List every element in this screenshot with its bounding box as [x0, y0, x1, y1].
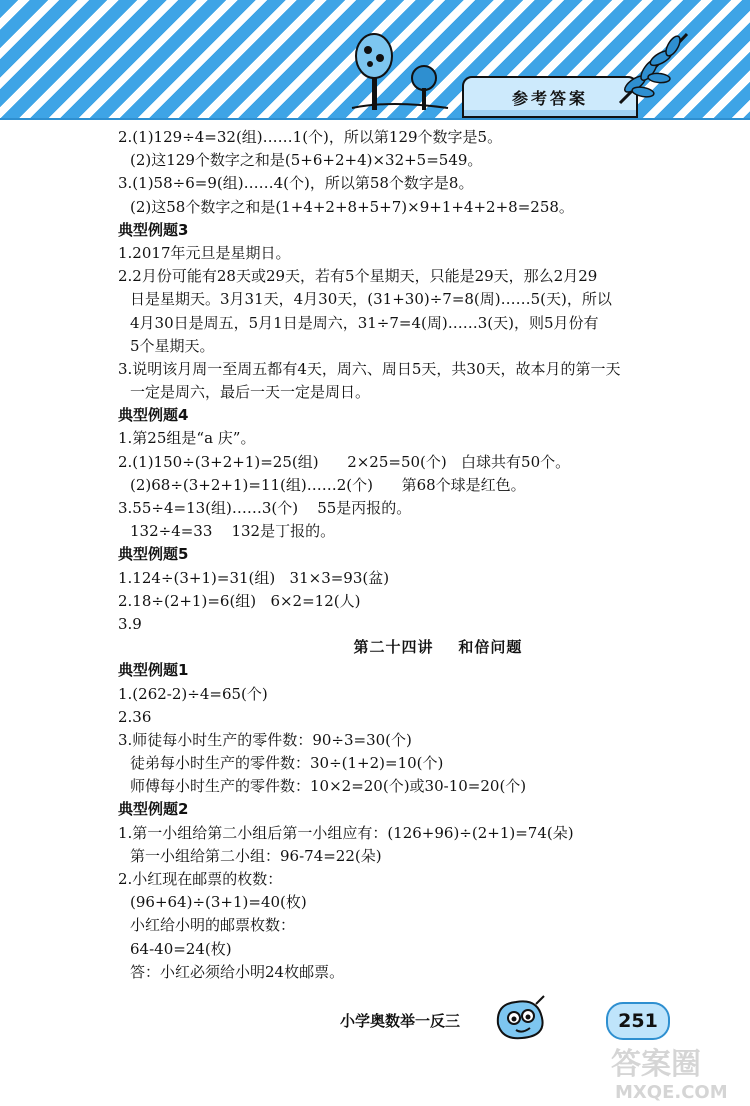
- answer-line: 师傅每小时生产的零件数：10×2=20(个)或30-10=20(个): [130, 777, 527, 796]
- answer-line: 答：小红必须给小明24枚邮票。: [130, 962, 345, 981]
- answer-line: 5个星期天。: [130, 336, 215, 355]
- answer-line: 3.师徒每小时生产的零件数：90÷3=30(个): [118, 730, 412, 749]
- answer-line: 64-40=24(枚): [130, 939, 232, 958]
- answer-line: 4月30日是周五，5月1日是周六，31÷7=4(周)……3(天)，则5月份有: [130, 313, 599, 332]
- answer-line: 1.第一小组给第二小组后第一小组应有：(126+96)÷(2+1)=74(朵): [118, 823, 574, 842]
- answer-line: 2.36: [118, 707, 152, 726]
- section-heading: 典型例题4: [118, 406, 189, 425]
- section-heading: 典型例题2: [118, 800, 189, 819]
- section-heading: 典型例题3: [118, 220, 189, 239]
- watermark-logo: [605, 1040, 745, 1102]
- answer-line: 徒弟每小时生产的零件数：30÷(1+2)=10(个): [130, 754, 444, 773]
- page-number: 251: [618, 1010, 658, 1032]
- answer-content: [118, 126, 698, 984]
- answer-line: 1.124÷(3+1)=31(组) 31×3=93(盆): [118, 568, 390, 587]
- answer-line: 1.第25组是“a 庆”。: [118, 429, 256, 448]
- answer-line: 2.2月份可能有28天或29天，若有5个星期天，只能是29天，那么2月29: [118, 267, 598, 286]
- answer-line: 一定是周六，最后一天一定是周日。: [130, 383, 371, 402]
- page-header: [0, 0, 750, 120]
- answer-line: 3.(1)58÷6=9(组)……4(个)，所以第58个数字是8。: [118, 174, 474, 193]
- watermark-line2: MXQE.COM: [615, 1082, 728, 1102]
- answer-line: 1.2017年元旦是星期日。: [118, 243, 291, 262]
- answer-line: 3.说明该月周一至周五都有4天，周六、周日5天，共30天，故本月的第一天: [118, 359, 621, 378]
- answer-line: 2.18÷(2+1)=6(组) 6×2=12(人): [118, 591, 361, 610]
- answer-line: (2)这58个数字之和是(1+4+2+8+5+7)×9+1+4+2+8=258。: [130, 197, 574, 216]
- mascot-icon: [492, 994, 550, 1042]
- answer-section-tab: [462, 76, 638, 118]
- tree-icon: [350, 30, 450, 110]
- answer-line: (2)68÷(3+2+1)=11(组)……2(个) 第68个球是红色。: [130, 475, 526, 494]
- answer-line: 132÷4=33 132是丁报的。: [130, 522, 336, 541]
- chapter-title: 第二十四讲 和倍问题: [353, 638, 523, 657]
- section-heading: 典型例题1: [118, 661, 189, 680]
- answer-line: 1.(262-2)÷4=65(个): [118, 684, 268, 703]
- answer-line: 2.小红现在邮票的枚数：: [118, 870, 283, 888]
- page-number-badge: [606, 1002, 670, 1040]
- answer-line: (2)这129个数字之和是(5+6+2+4)×32+5=549。: [130, 151, 483, 170]
- answer-line: 2.(1)150÷(3+2+1)=25(组) 2×25=50(个) 白球共有50个。: [118, 452, 571, 471]
- book-title: 小学奥数举一反三: [340, 1012, 461, 1030]
- answer-line: 3.55÷4=13(组)……3(个) 55是丙报的。: [118, 499, 412, 517]
- answer-line: 第一小组给第二小组：96-74=22(朵): [130, 846, 382, 865]
- answer-line: (96+64)÷(3+1)=40(枚): [130, 893, 307, 912]
- answer-line: 日是星期天。3月31天，4月30天，(31+30)÷7=8(周)……5(天)，所以: [130, 290, 612, 309]
- section-heading: 典型例题5: [118, 545, 189, 564]
- answer-tab-label: 参考答案: [511, 88, 588, 108]
- watermark-line1: 答案圈: [611, 1047, 701, 1082]
- answer-line: 2.(1)129÷4=32(组)……1(个)，所以第129个数字是5。: [118, 128, 503, 146]
- answer-line: 小红给小明的邮票枚数：: [130, 916, 296, 935]
- answer-line: 3.9: [118, 614, 142, 633]
- leaf-branch-icon: [615, 28, 695, 108]
